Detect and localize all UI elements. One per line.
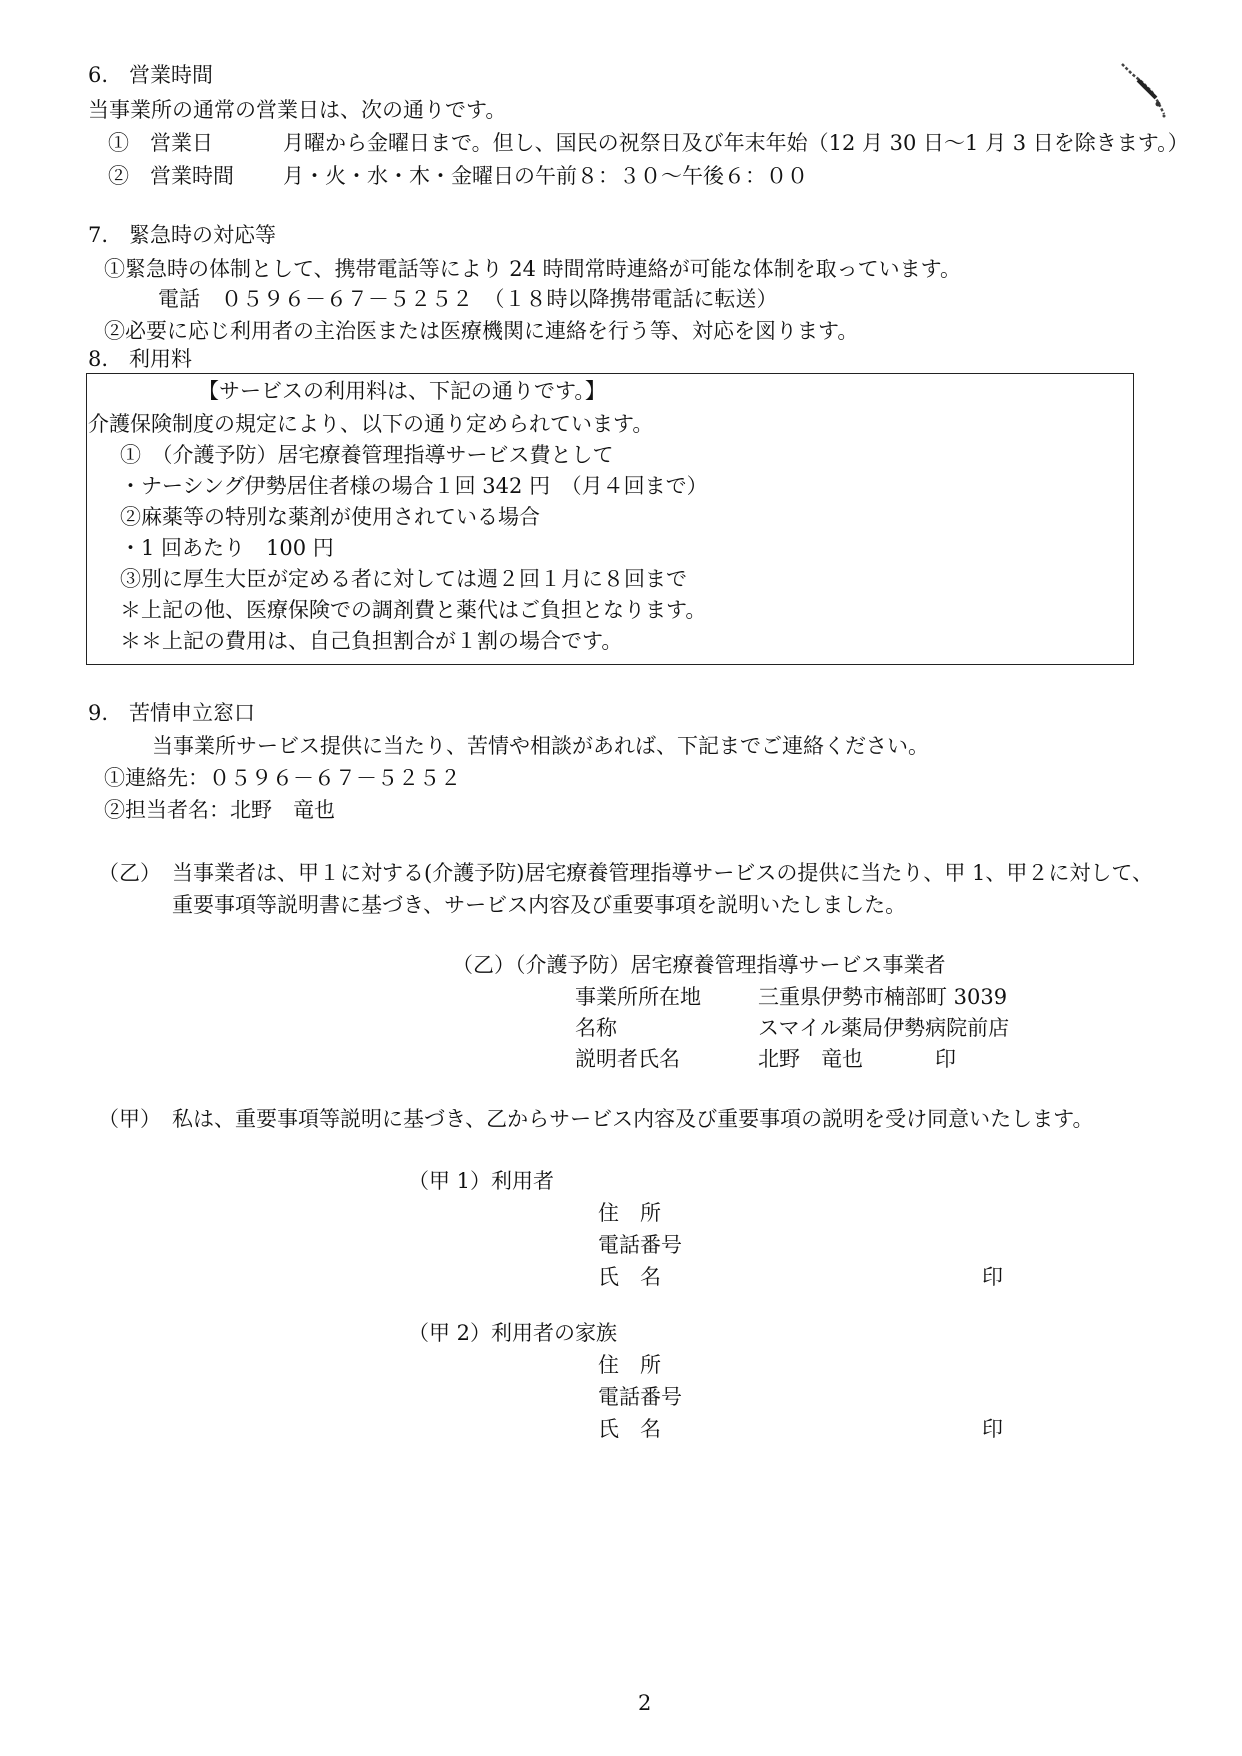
- complaint-contact: ①連絡先：０５９６－６７－５２５２: [104, 766, 461, 790]
- ko1-title: （甲 1）利用者: [408, 1169, 555, 1193]
- fee-box-line: ① （介護予防）居宅療養管理指導サービス費として: [120, 443, 614, 467]
- ko2-name-label: 氏 名: [598, 1417, 661, 1441]
- ko1-seal: 印: [982, 1265, 1003, 1289]
- office-address-label: 事業所所在地: [575, 985, 701, 1009]
- business-hours-label: ② 営業時間: [108, 164, 234, 188]
- fee-box-title: 【サービスの利用料は、下記の通りです。】: [198, 379, 606, 403]
- explainer-name-value: 北野 竜也: [758, 1047, 863, 1071]
- office-name-value: スマイル薬局伊勢病院前店: [758, 1016, 1010, 1040]
- fee-box-line: ＊上記の他、医療保険での調剤費と薬代はご負担となります。: [120, 598, 707, 622]
- emergency-contact-doctor-text: ②必要に応じ利用者の主治医または医療機関に連絡を行う等、対応を図ります。: [104, 319, 859, 343]
- complaint-intro: 当事業所サービス提供に当たり、苦情や相談があれば、下記までご連絡ください。: [152, 734, 929, 758]
- fee-box-line: 介護保険制度の規定により、以下の通り定められています。: [88, 412, 654, 436]
- section-6-heading: 6. 営業時間: [88, 63, 214, 87]
- emergency-system-text: ①緊急時の体制として、携帯電話等により 24 時間常時連絡が可能な体制を取っています。: [104, 257, 961, 281]
- business-days-label: ① 営業日: [108, 131, 213, 155]
- complaint-person: ②担当者名：北野 竜也: [104, 798, 335, 822]
- explainer-seal: 印: [935, 1047, 956, 1071]
- section-6-intro: 当事業所の通常の営業日は、次の通りです。: [88, 98, 507, 122]
- otsu-text-line2: 重要事項等説明書に基づき、サービス内容及び重要事項を説明いたしました。: [172, 893, 907, 917]
- explainer-name-label: 説明者氏名: [575, 1047, 680, 1071]
- ko2-seal: 印: [982, 1417, 1003, 1441]
- section-7-heading: 7. 緊急時の対応等: [88, 223, 277, 247]
- fee-box-line: ②麻薬等の特別な薬剤が使用されている場合: [120, 505, 540, 529]
- page-number: 2: [638, 1691, 652, 1715]
- business-days-text: 月曜から金曜日まで。但し、国民の祝祭日及び年末年始（12 月 30 日～1 月 3 日を除きます。）: [283, 131, 1189, 155]
- ko2-address-label: 住 所: [598, 1353, 661, 1377]
- fee-box-line: ・ナーシング伊勢居住者様の場合１回 342 円 （月４回まで）: [120, 474, 708, 498]
- ko1-address-label: 住 所: [598, 1201, 661, 1225]
- section-8-heading: 8. 利用料: [88, 347, 193, 371]
- business-hours-text: 月・火・水・木・金曜日の午前８：３０～午後６：００: [283, 164, 808, 188]
- ko-consent-text: 私は、重要事項等説明に基づき、乙からサービス内容及び重要事項の説明を受け同意いたします。: [172, 1107, 1094, 1131]
- ko-mark: （甲）: [98, 1107, 161, 1131]
- ko1-name-label: 氏 名: [598, 1265, 661, 1289]
- emergency-phone: 電話 ０５９６－６７－５２５２ （１８時以降携帯電話に転送）: [158, 287, 778, 311]
- ko2-title: （甲 2）利用者の家族: [408, 1321, 618, 1345]
- fee-box-line: ・1 回あたり 100 円: [120, 536, 334, 560]
- office-address-value: 三重県伊勢市楠部町 3039: [758, 985, 1008, 1009]
- fee-box-line: ＊＊上記の費用は、自己負担割合が１割の場合です。: [120, 629, 623, 653]
- otsu-mark: （乙）: [98, 861, 161, 885]
- provider-title: （乙）（介護予防）居宅療養管理指導サービス事業者: [452, 953, 946, 977]
- office-name-label: 名称: [575, 1016, 617, 1040]
- fee-box-line: ③別に厚生大臣が定める者に対しては週２回１月に８回まで: [120, 567, 687, 591]
- scan-speck-mark: [1118, 62, 1170, 126]
- ko1-phone-label: 電話番号: [598, 1233, 682, 1257]
- otsu-text-line1: 当事業者は、甲１に対する(介護予防)居宅療養管理指導サービスの提供に当たり、甲 1、甲２に対して、: [172, 861, 1153, 885]
- ko2-phone-label: 電話番号: [598, 1385, 682, 1409]
- section-9-heading: 9. 苦情申立窓口: [88, 701, 256, 725]
